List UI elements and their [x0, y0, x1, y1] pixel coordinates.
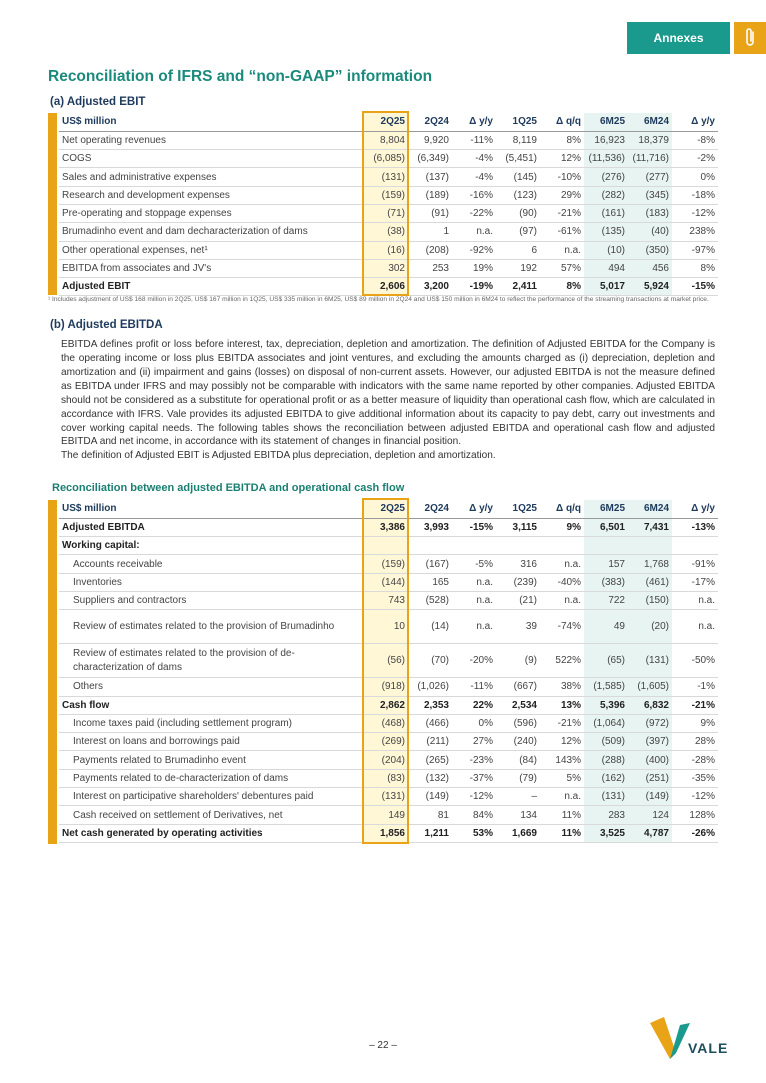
table-cell: (288) — [584, 751, 628, 769]
table-cell: 10 — [364, 610, 408, 644]
table-row — [59, 591, 718, 609]
row-label: Cash received on settlement of Derivatives, net — [59, 806, 364, 824]
table-row — [59, 769, 718, 787]
table-cell: 11% — [540, 824, 584, 842]
table-cell: (208) — [408, 241, 452, 259]
table-row — [59, 733, 718, 751]
table-cell: 8,119 — [496, 131, 540, 149]
table-cell: (667) — [496, 678, 540, 696]
table-cell — [408, 537, 452, 555]
table-cell: (350) — [628, 241, 672, 259]
table-cell: 8,804 — [364, 131, 408, 149]
row-label: Others — [59, 678, 364, 696]
table-cell: 9% — [672, 714, 718, 732]
table-cell: (161) — [584, 204, 628, 222]
table-cell: -28% — [672, 751, 718, 769]
table-cell: (239) — [496, 573, 540, 591]
table-row — [59, 518, 718, 536]
table-cell: (162) — [584, 769, 628, 787]
table-cell: -10% — [540, 168, 584, 186]
table-cell: 4,787 — [628, 824, 672, 842]
column-header: Δ y/y — [452, 113, 496, 131]
table-cell: -11% — [452, 131, 496, 149]
table-cell: 12% — [540, 733, 584, 751]
row-label: Net operating revenues — [59, 131, 364, 149]
table-cell: 22% — [452, 696, 496, 714]
row-label: Adjusted EBIT — [59, 278, 364, 296]
table-cell: -26% — [672, 824, 718, 842]
table-cell: -2% — [672, 150, 718, 168]
table-cell: (466) — [408, 714, 452, 732]
table-cell: 6,832 — [628, 696, 672, 714]
row-label: Interest on loans and borrowings paid — [59, 733, 364, 751]
table-cell: (70) — [408, 644, 452, 678]
table-cell: -50% — [672, 644, 718, 678]
annexes-tab[interactable]: Annexes — [627, 22, 730, 54]
table-cell: n.a. — [452, 223, 496, 241]
column-header: 1Q25 — [496, 113, 540, 131]
row-label: Suppliers and contractors — [59, 591, 364, 609]
table-cell: 5% — [540, 769, 584, 787]
table-cell: (282) — [584, 186, 628, 204]
table-cell: (1,064) — [584, 714, 628, 732]
table-cell: -92% — [452, 241, 496, 259]
table-cell: (79) — [496, 769, 540, 787]
table-cell: 722 — [584, 591, 628, 609]
table-row — [59, 788, 718, 806]
table-cell: (40) — [628, 223, 672, 241]
table-cell: (145) — [496, 168, 540, 186]
table-row — [59, 537, 718, 555]
table-row — [59, 714, 718, 732]
table-cell: 5,396 — [584, 696, 628, 714]
table-cell: 39 — [496, 610, 540, 644]
table-cell: (97) — [496, 223, 540, 241]
table-cell: -21% — [672, 696, 718, 714]
table-cell: 143% — [540, 751, 584, 769]
table-cell: (528) — [408, 591, 452, 609]
table-cell: 3,525 — [584, 824, 628, 842]
column-header: US$ million — [59, 500, 364, 518]
table-cell: -21% — [540, 714, 584, 732]
table-cell: 149 — [364, 806, 408, 824]
table-cell: -18% — [672, 186, 718, 204]
table-row — [59, 186, 718, 204]
table-cell: (123) — [496, 186, 540, 204]
table-cell: (9) — [496, 644, 540, 678]
table-cell: n.a. — [540, 241, 584, 259]
table-cell: (131) — [584, 788, 628, 806]
table-cell: (90) — [496, 204, 540, 222]
table-row — [59, 555, 718, 573]
table-cell: -40% — [540, 573, 584, 591]
table-cell: 2,534 — [496, 696, 540, 714]
row-label: Pre-operating and stoppage expenses — [59, 204, 364, 222]
table-cell — [452, 537, 496, 555]
row-label: COGS — [59, 150, 364, 168]
table-cell: (65) — [584, 644, 628, 678]
table-cell: n.a. — [452, 591, 496, 609]
column-header: US$ million — [59, 113, 364, 131]
column-header: Δ q/q — [540, 500, 584, 518]
table-cell — [540, 537, 584, 555]
table-cell: 1,768 — [628, 555, 672, 573]
table-cell: 16,923 — [584, 131, 628, 149]
table-cell: 165 — [408, 573, 452, 591]
table-row — [59, 824, 718, 842]
row-label: Income taxes paid (including settlement program) — [59, 714, 364, 732]
table-cell: (16) — [364, 241, 408, 259]
table-cell: (56) — [364, 644, 408, 678]
table-cell: n.a. — [540, 555, 584, 573]
table-cell: 302 — [364, 259, 408, 277]
table-cell: 81 — [408, 806, 452, 824]
table-cell: -20% — [452, 644, 496, 678]
table-cell: 2,862 — [364, 696, 408, 714]
table-cell: 57% — [540, 259, 584, 277]
paperclip-icon — [734, 22, 766, 54]
paragraph: EBITDA defines profit or loss before interest, tax, depreciation, depletion and amortization. The definition of Adjusted EBITDA for the Company is the operating income or loss plus EBITDA associates and joint ventures, and excluding the amounts charged as (i) depreciation, depletion and amortization and (ii) impairment and gains (losses) on disposal of non-current assets. However, our adjusted EBITDA is not the measure defined as EBITDA under IFRS and may possibly not be comparable with indicators with the same name reported by other companies. Adjusted EBITDA should not be considered as a substitute for operational profit or as a better measure of liquidity than operational cash flow, which are calculated in accordance with IFRS. Vale provides its adjusted EBITDA to give additional information about its capacity to pay debt, carry out investments and cover working capital needs. The following tables shows the reconciliation between adjusted EBITDA and operational cash flow and adjusted EBITDA and net income, in accordance with its statement of changes in financial position. — [61, 339, 715, 448]
table-cell: (20) — [628, 610, 672, 644]
table-cell: (211) — [408, 733, 452, 751]
table-cell: (14) — [408, 610, 452, 644]
table-cell: -16% — [452, 186, 496, 204]
table-cell: -8% — [672, 131, 718, 149]
table-row — [59, 150, 718, 168]
table-cell: (1,585) — [584, 678, 628, 696]
table-cell: (71) — [364, 204, 408, 222]
table-cell: -21% — [540, 204, 584, 222]
table-cell: 3,200 — [408, 278, 452, 296]
table-cell: 522% — [540, 644, 584, 678]
table-cell — [628, 537, 672, 555]
row-label: Interest on participative shareholders' debentures paid — [59, 788, 364, 806]
table-cell: (6,349) — [408, 150, 452, 168]
table-accent-bar — [48, 500, 57, 844]
table-cell: (251) — [628, 769, 672, 787]
table-cell: (383) — [584, 573, 628, 591]
table-cell: 1,856 — [364, 824, 408, 842]
table-cell: (6,085) — [364, 150, 408, 168]
column-header: 2Q25 — [364, 113, 408, 131]
table-cell: 8% — [540, 278, 584, 296]
row-label: Cash flow — [59, 696, 364, 714]
table-cell: (84) — [496, 751, 540, 769]
table-cell: (38) — [364, 223, 408, 241]
table-cell: n.a. — [540, 788, 584, 806]
table-cell: (91) — [408, 204, 452, 222]
table-cell: 6,501 — [584, 518, 628, 536]
table-cell: (150) — [628, 591, 672, 609]
table-cell: n.a. — [672, 610, 718, 644]
paragraph: The definition of Adjusted EBIT is Adjusted EBITDA plus depreciation, depletion and amortization. — [61, 450, 496, 462]
table-cell: 84% — [452, 806, 496, 824]
table-cell: (276) — [584, 168, 628, 186]
table-cell: 5,924 — [628, 278, 672, 296]
table-cell: 53% — [452, 824, 496, 842]
table-cell: 1,211 — [408, 824, 452, 842]
table-cell: -15% — [452, 518, 496, 536]
column-header: Δ y/y — [672, 500, 718, 518]
adjusted-ebit-table — [48, 113, 718, 295]
table-cell: 743 — [364, 591, 408, 609]
table-cell — [672, 537, 718, 555]
row-label: Adjusted EBITDA — [59, 518, 364, 536]
table-row — [59, 610, 718, 644]
table-cell — [584, 537, 628, 555]
table-cell: 8% — [540, 131, 584, 149]
table-cell: 19% — [452, 259, 496, 277]
table-cell: (10) — [584, 241, 628, 259]
table-cell: (265) — [408, 751, 452, 769]
table-cell: (131) — [364, 788, 408, 806]
column-header: 6M25 — [584, 113, 628, 131]
column-header: 6M25 — [584, 500, 628, 518]
table-cell: – — [496, 788, 540, 806]
column-header: 1Q25 — [496, 500, 540, 518]
table-cell: 49 — [584, 610, 628, 644]
column-header: 6M24 — [628, 500, 672, 518]
table-row — [59, 168, 718, 186]
table-cell: 9,920 — [408, 131, 452, 149]
table-cell: 157 — [584, 555, 628, 573]
table-cell: 12% — [540, 150, 584, 168]
table-cell: (159) — [364, 555, 408, 573]
table-cell: -4% — [452, 168, 496, 186]
table-cell: 283 — [584, 806, 628, 824]
table-cell — [364, 537, 408, 555]
table-cell: (131) — [364, 168, 408, 186]
table-cell: 253 — [408, 259, 452, 277]
table-cell: (131) — [628, 644, 672, 678]
table-cell: 27% — [452, 733, 496, 751]
table-cell: -12% — [672, 204, 718, 222]
table-cell: 2,353 — [408, 696, 452, 714]
row-label: Review of estimates related to the provision of de-characterization of dams — [59, 644, 364, 678]
column-header: Δ y/y — [452, 500, 496, 518]
table-cell: -15% — [672, 278, 718, 296]
row-label: Working capital: — [59, 537, 364, 555]
ebitda-cashflow-table — [48, 500, 718, 844]
table-cell: (167) — [408, 555, 452, 573]
table-cell: 5,017 — [584, 278, 628, 296]
table-cell: -37% — [452, 769, 496, 787]
table-row — [59, 573, 718, 591]
footnote: ¹ Includes adjustment of US$ 168 million in 2Q25, US$ 167 million in 1Q25, US$ 335 million in 6M25, US$ 89 million in 2Q24 and US$ 150 million in 6M24 to reflect the performance of the streaming transactions at market price. — [48, 296, 709, 303]
column-header: Δ y/y — [672, 113, 718, 131]
table-accent-bar — [48, 113, 57, 295]
table-cell: n.a. — [452, 573, 496, 591]
table-cell: 1 — [408, 223, 452, 241]
table-cell: (11,716) — [628, 150, 672, 168]
table-cell: n.a. — [452, 610, 496, 644]
table-cell: 0% — [672, 168, 718, 186]
table-cell: (400) — [628, 751, 672, 769]
section-c-title: Reconciliation between adjusted EBITDA and operational cash flow — [52, 482, 405, 494]
column-header: 6M24 — [628, 113, 672, 131]
table-cell: (11,536) — [584, 150, 628, 168]
table-cell: (149) — [628, 788, 672, 806]
table-cell: 3,115 — [496, 518, 540, 536]
table-cell: (277) — [628, 168, 672, 186]
table-cell: -1% — [672, 678, 718, 696]
table-cell: -5% — [452, 555, 496, 573]
table-cell: 1,669 — [496, 824, 540, 842]
page-number: – 22 – — [369, 1040, 397, 1051]
section-a-title: (a) Adjusted EBIT — [50, 96, 146, 108]
table-cell: 3,386 — [364, 518, 408, 536]
table-cell: 29% — [540, 186, 584, 204]
table-cell: (596) — [496, 714, 540, 732]
table-cell: -97% — [672, 241, 718, 259]
table-cell: n.a. — [672, 591, 718, 609]
section-b-title: (b) Adjusted EBITDA — [50, 319, 163, 331]
table-cell: 238% — [672, 223, 718, 241]
table-cell: (1,605) — [628, 678, 672, 696]
table-cell: -13% — [672, 518, 718, 536]
row-label: Accounts receivable — [59, 555, 364, 573]
table-cell: (5,451) — [496, 150, 540, 168]
table-cell: 38% — [540, 678, 584, 696]
table-cell: (189) — [408, 186, 452, 204]
table-row — [59, 259, 718, 277]
table-cell: -23% — [452, 751, 496, 769]
table-cell: (183) — [628, 204, 672, 222]
table-cell: (1,026) — [408, 678, 452, 696]
row-label: Brumadinho event and dam decharacterization of dams — [59, 223, 364, 241]
table-cell: -11% — [452, 678, 496, 696]
column-header: 2Q25 — [364, 500, 408, 518]
table-cell: 2,606 — [364, 278, 408, 296]
row-label: EBITDA from associates and JV's — [59, 259, 364, 277]
table-cell: (135) — [584, 223, 628, 241]
table-cell: -91% — [672, 555, 718, 573]
table-row — [59, 644, 718, 678]
table-cell: (137) — [408, 168, 452, 186]
table-row — [59, 696, 718, 714]
table-cell: (132) — [408, 769, 452, 787]
table-row — [59, 278, 718, 296]
table-cell: (468) — [364, 714, 408, 732]
table-cell: 124 — [628, 806, 672, 824]
table-cell: 28% — [672, 733, 718, 751]
table-cell: (972) — [628, 714, 672, 732]
table-cell: 9% — [540, 518, 584, 536]
table-cell: -12% — [452, 788, 496, 806]
table-cell: 316 — [496, 555, 540, 573]
row-label: Other operational expenses, net¹ — [59, 241, 364, 259]
row-label: Net cash generated by operating activities — [59, 824, 364, 842]
column-header: 2Q24 — [408, 113, 452, 131]
table-cell: 2,411 — [496, 278, 540, 296]
table-cell: 6 — [496, 241, 540, 259]
row-label: Payments related to de-characterization of dams — [59, 769, 364, 787]
row-label: Review of estimates related to the provision of Brumadinho — [59, 610, 364, 644]
ebitda-definition-text — [61, 338, 715, 463]
table-cell: (21) — [496, 591, 540, 609]
table-cell: 7,431 — [628, 518, 672, 536]
table-row — [59, 204, 718, 222]
table-row — [59, 806, 718, 824]
row-label: Research and development expenses — [59, 186, 364, 204]
table-cell: -4% — [452, 150, 496, 168]
table-row — [59, 131, 718, 149]
table-row — [59, 223, 718, 241]
table-row — [59, 751, 718, 769]
table-row — [59, 678, 718, 696]
table-cell: -12% — [672, 788, 718, 806]
table-cell: 494 — [584, 259, 628, 277]
row-label: Payments related to Brumadinho event — [59, 751, 364, 769]
table-cell: (345) — [628, 186, 672, 204]
table-cell: (509) — [584, 733, 628, 751]
table-cell: 18,379 — [628, 131, 672, 149]
table-cell: (144) — [364, 573, 408, 591]
column-header: 2Q24 — [408, 500, 452, 518]
table-cell: (269) — [364, 733, 408, 751]
table-cell: -35% — [672, 769, 718, 787]
table-cell: 128% — [672, 806, 718, 824]
table-cell: 13% — [540, 696, 584, 714]
table-cell: (461) — [628, 573, 672, 591]
table-cell: -19% — [452, 278, 496, 296]
table-cell: (159) — [364, 186, 408, 204]
table-cell: 456 — [628, 259, 672, 277]
table-cell: (83) — [364, 769, 408, 787]
row-label: Sales and administrative expenses — [59, 168, 364, 186]
table-cell: 134 — [496, 806, 540, 824]
table-cell: -22% — [452, 204, 496, 222]
table-cell: 8% — [672, 259, 718, 277]
table-row — [59, 241, 718, 259]
table-cell: (918) — [364, 678, 408, 696]
table-cell: 3,993 — [408, 518, 452, 536]
table-cell: -17% — [672, 573, 718, 591]
table-cell: 11% — [540, 806, 584, 824]
table-cell: 0% — [452, 714, 496, 732]
table-cell: (204) — [364, 751, 408, 769]
page-title: Reconciliation of IFRS and “non-GAAP” information — [48, 68, 433, 85]
table-cell: 192 — [496, 259, 540, 277]
table-cell: -61% — [540, 223, 584, 241]
table-cell: n.a. — [540, 591, 584, 609]
table-cell: (240) — [496, 733, 540, 751]
table-cell: -74% — [540, 610, 584, 644]
vale-logo-text: VALE — [688, 1040, 729, 1056]
table-cell: (149) — [408, 788, 452, 806]
column-header: Δ q/q — [540, 113, 584, 131]
table-cell — [496, 537, 540, 555]
table-cell: (397) — [628, 733, 672, 751]
row-label: Inventories — [59, 573, 364, 591]
